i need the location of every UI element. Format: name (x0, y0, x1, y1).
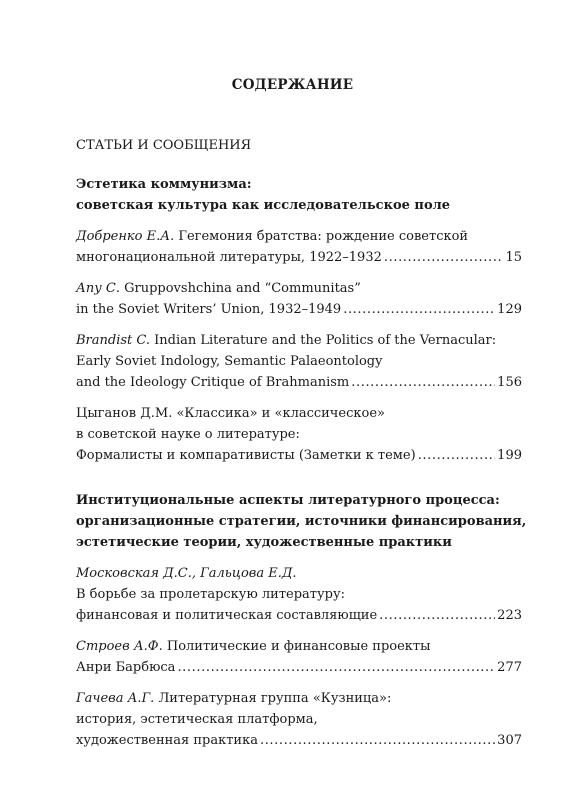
toc-entry-dobrenko[interactable] (76, 226, 522, 268)
page-title: СОДЕРЖАНИЕ (231, 77, 354, 93)
toc-entry-apu[interactable] (76, 278, 522, 320)
entry-title: Литературная группа «Кузница»: (154, 691, 392, 706)
section-title: СТАТЬИ И СООБЩЕНИЯ (76, 138, 252, 153)
heading-line: Институциональные аспекты литературного процесса: (76, 493, 500, 508)
toc-entry-stroev[interactable] (76, 636, 522, 678)
dot-leader (384, 247, 504, 268)
dot-leader (177, 657, 495, 678)
section-heading-aesthetics (76, 174, 522, 216)
page-number: 129 (497, 302, 522, 317)
dot-leader (343, 299, 495, 320)
toc-entry-tsyganov[interactable] (76, 403, 522, 466)
entry-title: в советской науке о литературе: (76, 427, 300, 442)
toc-entry-gacheva[interactable] (76, 688, 522, 751)
entry-title: история, эстетическая платформа, (76, 712, 318, 727)
page-number: 223 (497, 608, 522, 623)
page-number: 199 (497, 448, 522, 463)
entry-title: художественная практика (76, 733, 258, 748)
dot-leader (351, 372, 495, 393)
entry-author: Цыганов Д.М. (76, 406, 173, 421)
entry-title: Анри Барбюса (76, 660, 176, 675)
entry-title: and the Ideology Critique of Brahmanism (76, 375, 350, 390)
entry-title: многонациональной литературы, 1922–1932 (76, 250, 382, 265)
page-number: 156 (497, 375, 522, 390)
heading-line: советская культура как исследовательское поле (76, 198, 451, 213)
entry-author: Апу С. (76, 281, 120, 296)
entry-author: Brandist C. (76, 333, 151, 348)
entry-author: Строев А.Ф. (76, 639, 163, 654)
section-heading-institutional (76, 490, 527, 553)
entry-title: «Классика» и «классическое» (172, 406, 385, 421)
entry-author: Московская Д.С., Гальцова Е.Д. (76, 566, 297, 581)
toc-entry-brandist[interactable] (76, 330, 522, 393)
entry-title: Gruppovshchina and “Communitas” (119, 281, 361, 296)
heading-line: Эстетика коммунизма: (76, 177, 252, 192)
dot-leader (379, 605, 495, 626)
entry-title: Политические и финансовые проекты (162, 639, 431, 654)
dot-leader (418, 445, 495, 466)
entry-title: in the Soviet Writers’ Union, 1932–1949 (76, 302, 342, 317)
entry-title: финансовая и политическая составляющие (76, 608, 378, 623)
entry-title: В борьбе за пролетарскую литературу: (76, 587, 345, 602)
entry-author: Добренко Е.А. (76, 229, 175, 244)
entry-author: Гачева А.Г. (76, 691, 155, 706)
entry-title: Формалисты и компаративисты (Заметки к теме) (76, 448, 416, 463)
page-number: 15 (505, 250, 522, 265)
entry-title: Early Soviet Indology, Semantic Palaeontology (76, 354, 383, 369)
heading-line: организационные стратегии, источники финансирования, (76, 514, 527, 529)
dot-leader (260, 730, 495, 751)
page-number: 307 (497, 733, 522, 748)
entry-title: Гегемония братства: рождение советской (174, 229, 469, 244)
toc-entry-moskovskaya[interactable] (76, 563, 522, 626)
page-number: 277 (497, 660, 522, 675)
heading-line: эстетические теории, художественные практики (76, 535, 452, 550)
entry-title: Indian Literature and the Politics of the Vernacular: (150, 333, 497, 348)
